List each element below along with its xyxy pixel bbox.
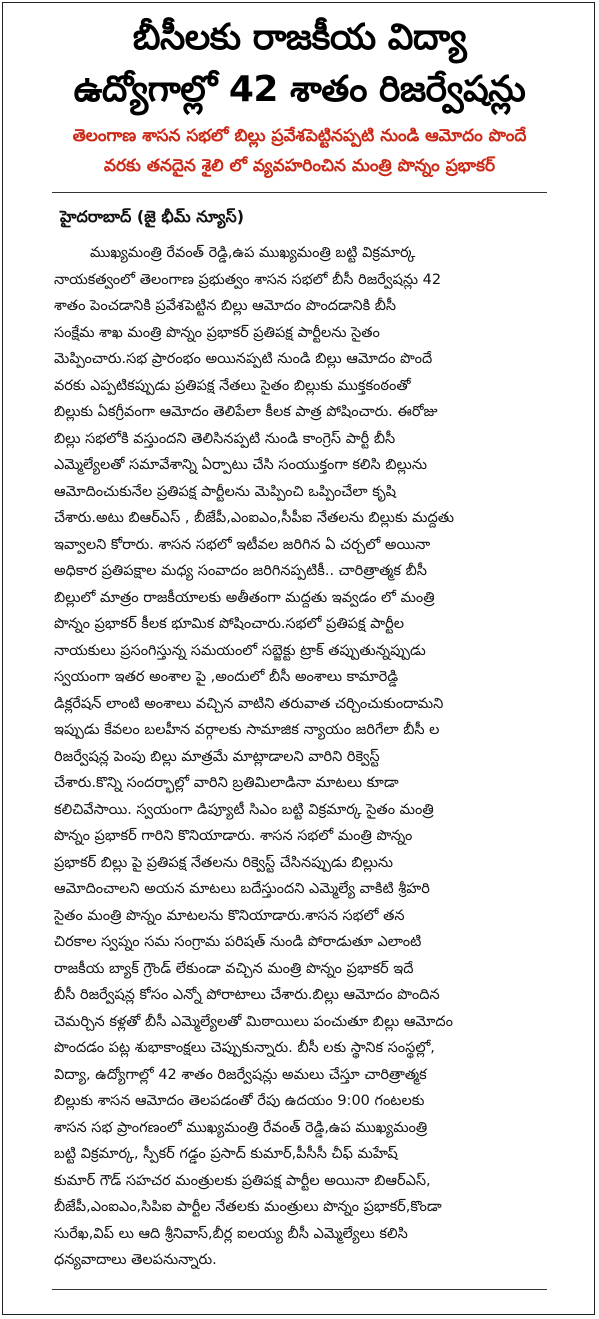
body-line: చేశారు.కొన్ని సందర్భాల్లో వారిని బ్రతిమిలాడినా మాటలు కూడా [54,775,399,791]
body-line: సురేఖ,విప్ లు ఆది శ్రీనివాస్,బీర్ల ఐలయ్య బీసీ ఎమ్మెల్యేలు కలిసి [54,1225,408,1242]
body-line: బట్టి విక్రమార్క, స్పీకర్ గడ్డం ప్రసాద్ కుమార్,పీసీసీ చీఫ్ మహేష్ [54,1146,398,1162]
body-line: ఎమ్మెల్యేలతో సమావేశాన్ని ఏర్పాటు చేసి సంయుక్తంగా కలిసి బిల్లును [54,457,428,473]
body-line: బిల్లుకు ఏకగ్రీవంగా ఆమోదం తెలిపేలా కీలక పాత్ర పోషించారు. ఈరోజు [54,404,438,420]
body-line: చెమర్చిన కళ్లతో బీసీ ఎమ్మెల్యేలతో మిఠాయిలు పంచుతూ బిల్లు ఆమోదం [54,1013,454,1030]
headline-line-2: ఉద్యోగాల్లో 42 శాతం రిజర్వేషన్లు [73,69,526,110]
body-line: శాసన సభ ప్రాంగణంలో ముఖ్యమంత్రి రేవంత్ రెడ్డి,ఉప ముఖ్యమంత్రి [54,1119,428,1136]
body-line: నాయకులు ప్రసంగిస్తున్న సమయంలో సబ్జెక్టు ట్రాక్ తప్పుతున్నప్పుడు [54,642,426,659]
top-divider [52,192,547,193]
body-line: బీసీ రిజర్వేషన్ల కోసం ఎన్నో పోరాటాలు చేశారు.బిల్లు ఆమోదం పొందిన [54,987,440,1003]
subheadline-line-1: తెలంగాణ శాసన సభలో బిల్లు ప్రవేశపెట్టినప్పటి నుండి ఆమోదం పొందే [72,126,527,146]
body-line: బిల్లులో మాత్రం రాజకీయాలకు అతీతంగా మద్దతు ఇవ్వడం లో మంత్రి [54,589,435,606]
body-line: విద్యా, ఉద్యోగాల్లో 42 శాతం రిజర్వేషన్లు అమలు చేస్తూ చారిత్రాత్మక [54,1066,427,1083]
body-line: బీజేపీ,ఎంఐఎం,సిపిఐ పార్టీల నేతలకు మంత్రులు పొన్నం ప్రభాకర్,కొండా [54,1199,442,1215]
body-line: పొన్నం ప్రభాకర్ కీలక భూమిక పోషించారు.సభలో ప్రతిపక్ష పార్టీల [54,616,405,632]
body-line: బిల్లుకు శాసన ఆమోదం తెలపడంతో రేపు ఉదయం 9:00 గంటలకు [54,1093,425,1109]
body-line: డిక్లరేషన్ లాంటి అంశాలు వచ్చిన వాటిని తరువాత చర్చించుకుందామని [54,695,444,712]
body-line: చిరకాల స్వప్నం సమ సంగ్రామ పరిషత్ నుండి పోరాడుతూ ఎలాంటి [54,934,422,950]
body-line: రాజకీయ బ్యాక్ గ్రౌండ్ లేకుండా వచ్చిన మంత్రి పొన్నం ప్రభాకర్ ఇదే [54,960,414,977]
body-line: ఆమోదించుకునేల ప్రతిపక్ష పార్టీలను మెప్పించి ఒప్పించేలా కృషి [54,483,396,500]
body-line: స్వయంగా ఇతర అంశాల పై ,అందులో బీసీ అంశాలు కామారెడ్డి [54,669,399,685]
body-line: వరకు ఎప్పటికప్పుడు ప్రతిపక్ష నేతలు సైతం బిల్లుకు ముక్తకంఠంతో [54,377,411,394]
body-line: పొన్నం ప్రభాకర్ గారిని కొనియాడారు. శాసన సభలో మంత్రి పొన్నం [54,828,413,844]
body-line: మెప్పించారు.సభ ప్రారంభం అయినప్పటి నుండి బిల్లు ఆమోదం పొందే [54,351,433,367]
body-line: శాతం పెంచడానికి ప్రవేశపెట్టిన బిల్లు ఆమోదం పొందడానికి బీసీ [54,298,397,314]
body-line: సైతం మంత్రి పొన్నం మాటలను కొనియాడారు.శాసన సభలో తన [54,907,405,924]
dateline: హైదరాబాద్ (జై భీమ్ న్యూస్) [60,207,245,226]
body-line: రిజర్వేషన్ల పెంపు బిల్లు మాత్రమే మాట్లాడాలని వారిని రిక్వెస్ట్ [54,748,380,765]
body-line: ప్రభాకర్ బిల్లు పై ప్రతిపక్ష నేతలను రిక్వెస్ట్ చేసినప్పుడు బిల్లును [54,854,394,871]
body-line: ఆమోదించాలని అయన మాటలు బదేస్తుందని ఎమ్మెల్యే వాకిటి శ్రీహరి [54,881,430,897]
body-line: ఇప్పుడు కేవలం బలహీన వర్గాలకు సామాజిక న్యాయం జరిగేలా బీసీ ల [54,722,440,738]
body-line: పొందడం పట్ల శుభాకాంక్షలు చెప్పుకున్నారు. బీసీ లకు స్థానిక సంస్థల్లో, [54,1040,435,1056]
bottom-divider [52,1289,547,1290]
body-line: కలిచివేసాయి. స్వయంగా డిప్యూటీ సిఎం బట్టి విక్రమార్క సైతం మంత్రి [54,801,434,818]
body-line: ధన్యవాదాలు తెలపనున్నారు. [54,1252,217,1268]
body-line: సంక్షేమ శాఖ మంత్రి పొన్నం ప్రభాకర్ ప్రతిపక్ష పార్టీలను సైతం [54,324,380,341]
body-line: అధికార ప్రతిపక్షాల మధ్య సంవాదం జరిగినప్పటికీ.. చారిత్రాత్మక బీసీ [54,563,427,579]
body-line: ఇవ్వాలని కోరారు. శాసన సభలో ఇటీవల జరిగిన ఏ చర్చలో అయినా [54,536,431,553]
body-line: చేశారు.అటు బిఆర్ఎస్ , బీజేపీ,ఎంఐఎం,సీపీఐ నేతలను బిల్లుకు మద్దతు [54,510,455,526]
body-line: కుమార్ గౌడ్ సహచర మంత్రులకు ప్రతిపక్ష పార్టీల అయినా బిఆర్ఎస్, [54,1172,431,1189]
body-line: ముఖ్యమంత్రి రేవంత్ రెడ్డి,ఉప ముఖ్యమంత్రి బట్టి విక్రమార్క [90,245,416,261]
headline-line-1: బీసీలకు రాజకీయ విద్యా [132,17,467,58]
subheadline-line-2: వరకు తనదైన శైలి లో వ్యవహరించిన మంత్రి పొన్నం ప్రభాకర్ [103,156,496,176]
body-line: బిల్లు సభలోకి వస్తుందని తెలిసినప్పటి నుండి కాంగ్రెస్ పార్టీ బీసీ [54,430,396,447]
body-line: నాయకత్వంలో తెలంగాణ ప్రభుత్వం శాసన సభలో బీసీ రిజర్వేషన్లు 42 [54,271,442,288]
